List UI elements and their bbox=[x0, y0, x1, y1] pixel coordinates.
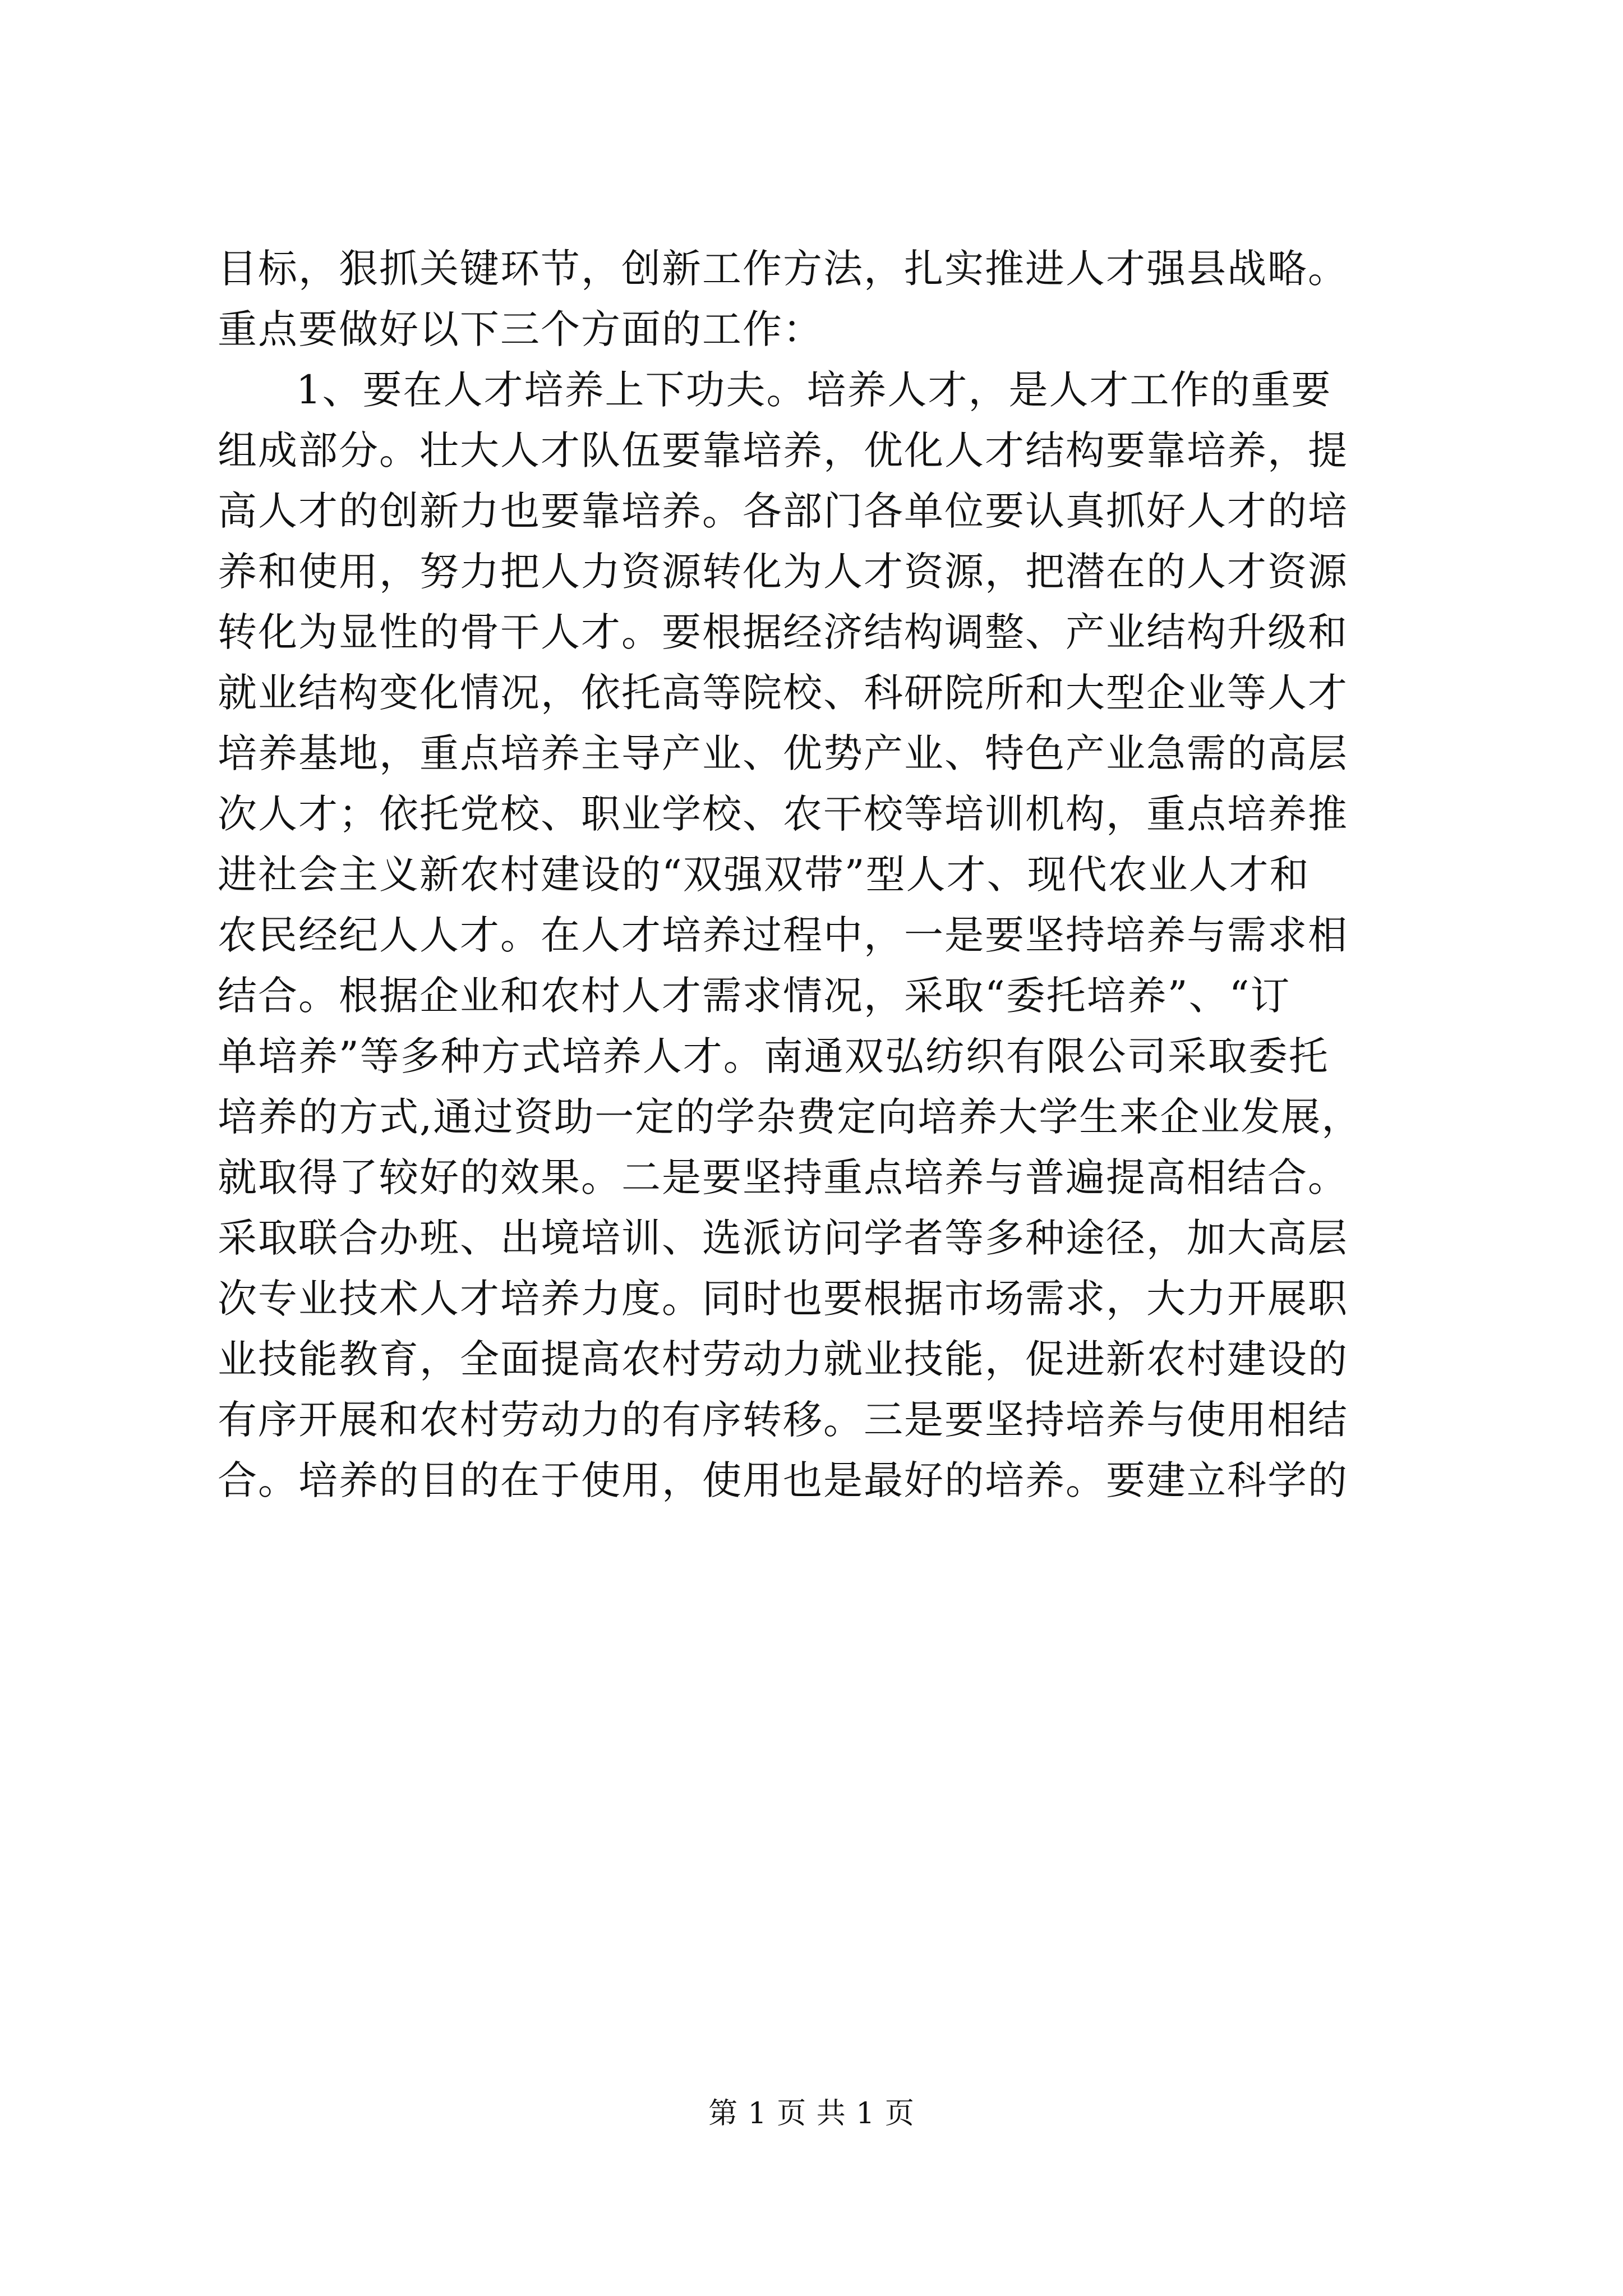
body-text bbox=[218, 238, 1451, 1511]
text-line: 结合。根据企业和农村人才需求情况，采取“委托培养”、“订 bbox=[218, 973, 1291, 1019]
text-line: 养和使用，努力把人力资源转化为人才资源，把潜在的人才资源 bbox=[218, 549, 1348, 595]
text-line: 目标，狠抓关键环节，创新工作方法，扎实推进人才强县战略。 bbox=[218, 246, 1348, 292]
text-line: 合。培养的目的在于使用，使用也是最好的培养。要建立科学的 bbox=[218, 1457, 1348, 1503]
text-line: 组成部分。壮大人才队伍要靠培养，优化人才结构要靠培养，提 bbox=[218, 427, 1348, 473]
text-line: 培养基地，重点培养主导产业、优势产业、特色产业急需的高层 bbox=[218, 730, 1348, 776]
text-line: 单培养”等多种方式培养人才。南通双弘纺织有限公司采取委托 bbox=[218, 1033, 1329, 1079]
text-line: 次专业技术人才培养力度。同时也要根据市场需求，大力开展职 bbox=[218, 1276, 1348, 1322]
text-line: 进社会主义新农村建设的“双强双带”型人才、现代农业人才和 bbox=[218, 852, 1310, 898]
text-line: 采取联合办班、出境培训、选派访问学者等多种途径，加大高层 bbox=[218, 1215, 1348, 1261]
page-footer bbox=[0, 2097, 1623, 2131]
text-line: 就业结构变化情况，依托高等院校、科研院所和大型企业等人才 bbox=[218, 670, 1348, 716]
text-line: 次人才；依托党校、职业学校、农干校等培训机构，重点培养推 bbox=[218, 791, 1348, 837]
text-line: 就取得了较好的效果。二是要坚持重点培养与普遍提高相结合。 bbox=[218, 1154, 1348, 1200]
text-line: 业技能教育，全面提高农村劳动力就业技能，促进新农村建设的 bbox=[218, 1336, 1348, 1382]
text-line: 转化为显性的骨干人才。要根据经济结构调整、产业结构升级和 bbox=[218, 609, 1348, 655]
text-line: 高人才的创新力也要靠培养。各部门各单位要认真抓好人才的培 bbox=[218, 488, 1348, 534]
text-line: 有序开展和农村劳动力的有序转移。三是要坚持培养与使用相结 bbox=[218, 1397, 1348, 1443]
text-line: 1、要在人才培养上下功夫。培养人才，是人才工作的重要 bbox=[296, 367, 1332, 413]
text-line: 农民经纪人人才。在人才培养过程中，一是要坚持培养与需求相 bbox=[218, 912, 1348, 958]
page-number: 第 1 页 共 1 页 bbox=[708, 2097, 915, 2131]
text-line: 重点要做好以下三个方面的工作： bbox=[218, 306, 823, 352]
text-line: 培养的方式,通过资助一定的学杂费定向培养大学生来企业发展， bbox=[218, 1094, 1362, 1140]
